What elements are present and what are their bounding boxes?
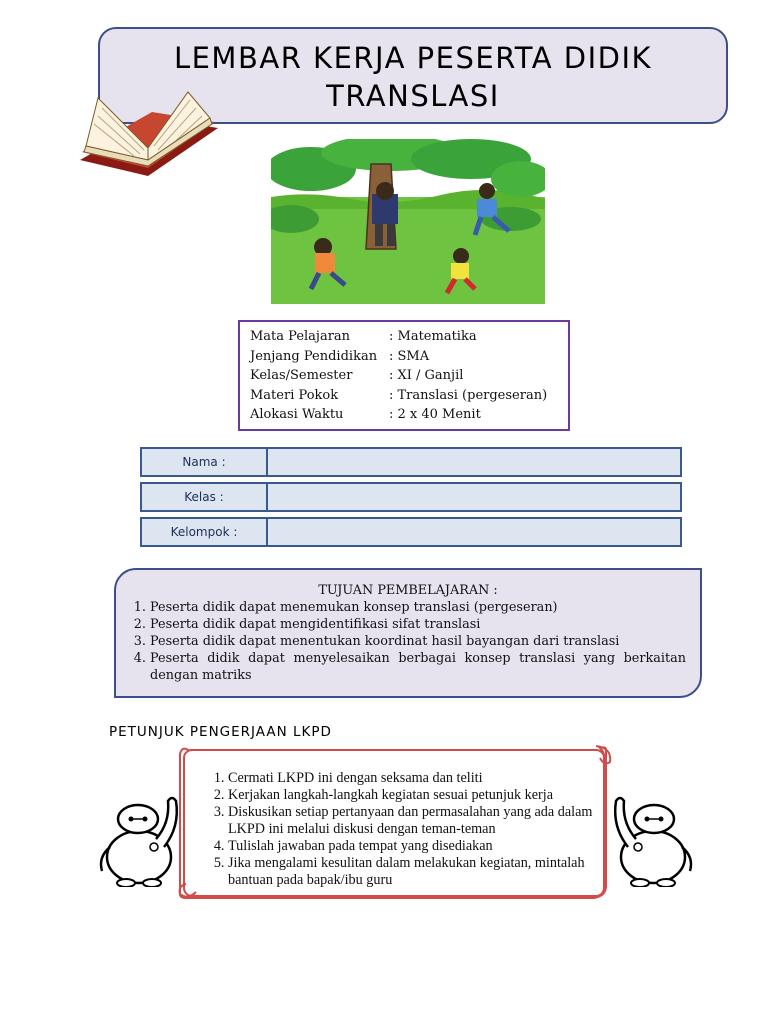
- list-item: 2. Kerjakan langkah-langkah kegiatan sesuai petunjuk kerja: [228, 787, 600, 804]
- info-value: : 2 x 40 Menit: [389, 407, 481, 422]
- info-label: Kelas/Semester: [250, 368, 353, 383]
- nama-label: Nama :: [140, 447, 268, 477]
- objectives-list: [130, 599, 686, 684]
- instructions-list-container: [200, 770, 600, 889]
- nama-row: [140, 447, 682, 477]
- robot-mascot-icon: [608, 787, 698, 887]
- list-item: 5. Jika mengalami kesulitan dalam melakukan kegiatan, mintalah bantuan pada bapak/ibu guru: [228, 855, 600, 889]
- info-row: [250, 386, 568, 406]
- list-item: 4. Peserta didik dapat menyelesaikan berbagai konsep translasi yang berkaitan dengan matriks: [150, 650, 686, 684]
- title-line-1: LEMBAR KERJA PESERTA DIDIK: [173, 41, 653, 75]
- open-book-icon: [74, 88, 224, 178]
- instructions-list: [200, 770, 600, 889]
- info-value: : Matematika: [389, 329, 477, 344]
- nama-field[interactable]: [266, 447, 682, 477]
- info-label: Alokasi Waktu: [250, 407, 344, 422]
- kelas-field[interactable]: [266, 482, 682, 512]
- info-row: [250, 327, 568, 347]
- info-label: Materi Pokok: [250, 387, 339, 403]
- instructions-title: PETUNJUK PENGERJAAN LKPD: [109, 724, 332, 740]
- info-label: Mata Pelajaran: [250, 329, 351, 344]
- kelas-label: Kelas :: [140, 482, 268, 512]
- info-row: [250, 366, 568, 386]
- list-item: 4. Tulislah jawaban pada tempat yang disediakan: [228, 838, 600, 855]
- info-value: : Translasi (pergeseran): [389, 387, 548, 403]
- list-item: 3. Peserta didik dapat menentukan koordinat hasil bayangan dari translasi: [150, 633, 686, 650]
- kelompok-label: Kelompok :: [140, 517, 268, 547]
- subject-info-box: [238, 320, 570, 431]
- kelas-row: [140, 482, 682, 512]
- list-item: 3. Diskusikan setiap pertanyaan dan permasalahan yang ada dalam LKPD ini melalui diskusi dengan teman-teman: [228, 804, 600, 838]
- list-item: 1. Cermati LKPD ini dengan seksama dan teliti: [228, 770, 600, 787]
- robot-mascot-icon: [94, 787, 184, 887]
- info-row: [250, 405, 568, 425]
- kelompok-row: [140, 517, 682, 547]
- kids-playing-illustration: [271, 139, 545, 304]
- learning-objectives-box: [114, 568, 702, 698]
- list-item: 2. Peserta didik dapat mengidentifikasi sifat translasi: [150, 616, 686, 633]
- info-value: : SMA: [389, 348, 430, 364]
- kelompok-field[interactable]: [266, 517, 682, 547]
- list-item: 1. Peserta didik dapat menemukan konsep translasi (pergeseran): [150, 599, 686, 616]
- info-label: Jenjang Pendidikan: [250, 348, 378, 364]
- title-line-2: TRANSLASI: [326, 79, 500, 113]
- info-value: : XI / Ganjil: [389, 368, 464, 383]
- objectives-heading: TUJUAN PEMBELAJARAN :: [318, 583, 498, 598]
- info-row: [250, 347, 568, 367]
